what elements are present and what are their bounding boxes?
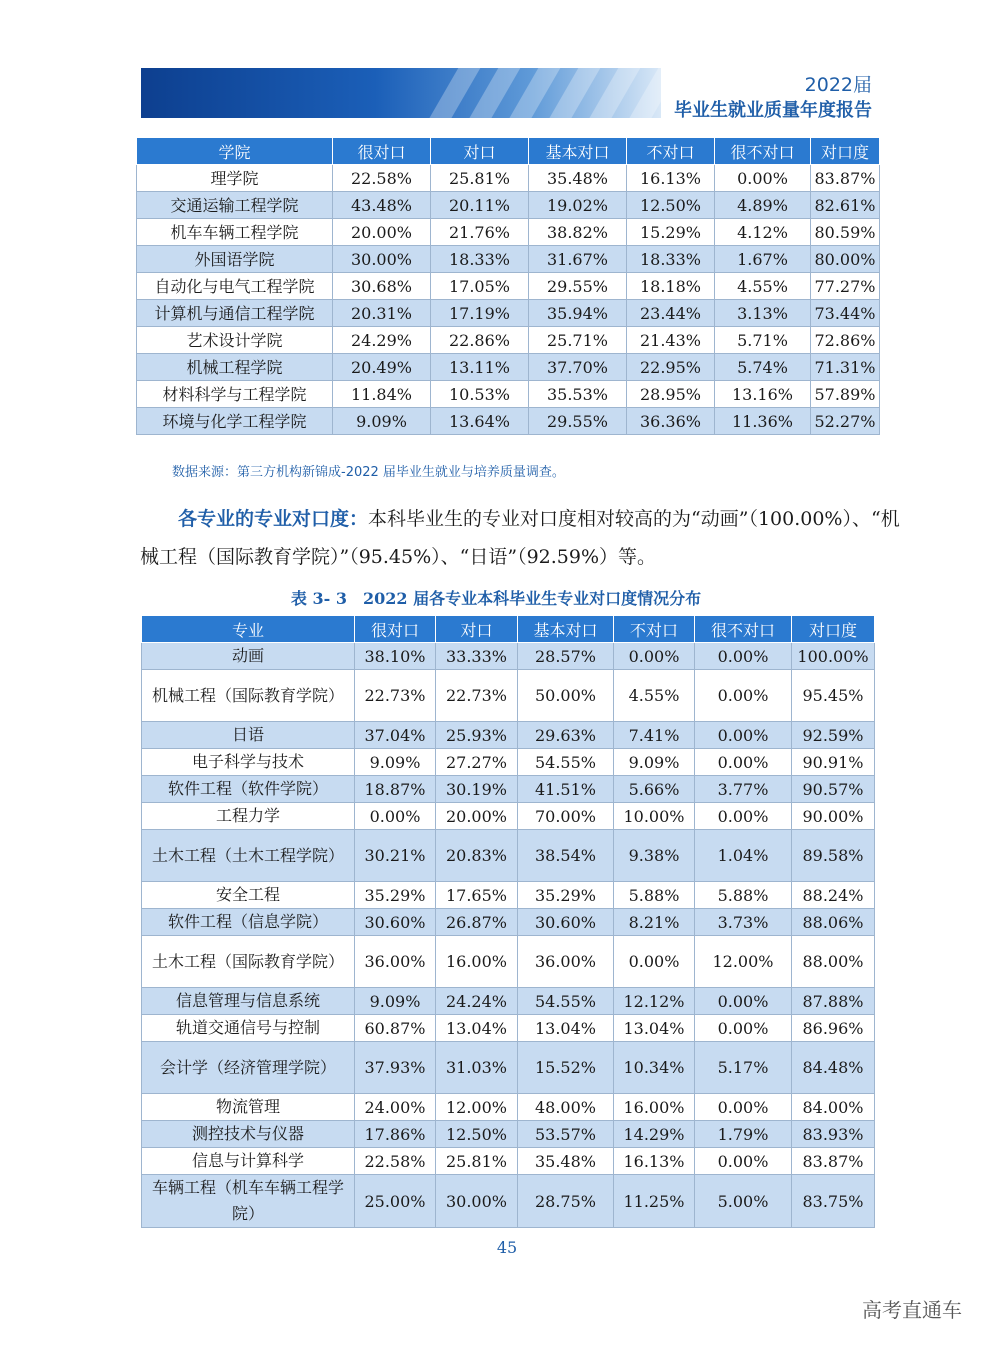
paragraph-heading: 各专业的专业对口度： — [178, 508, 369, 530]
row-label: 艺术设计学院 — [137, 327, 333, 354]
cell-value: 20.49% — [333, 354, 431, 381]
cell-value: 33.33% — [436, 643, 518, 670]
cell-value: 11.25% — [614, 1175, 695, 1228]
cell-value: 9.09% — [614, 749, 695, 776]
table-row — [142, 1094, 875, 1121]
column-header: 专业 — [142, 616, 355, 643]
cell-value: 36.36% — [627, 408, 715, 435]
row-label: 土木工程（国际教育学院） — [142, 936, 355, 988]
table-header-row — [142, 616, 875, 643]
cell-value: 77.27% — [811, 273, 880, 300]
cell-value: 30.21% — [355, 830, 436, 882]
cell-value: 92.59% — [792, 722, 875, 749]
cell-value: 0.00% — [695, 722, 792, 749]
row-label: 物流管理 — [142, 1094, 355, 1121]
cell-value: 24.24% — [436, 988, 518, 1015]
row-label: 计算机与通信工程学院 — [137, 300, 333, 327]
cell-value: 10.53% — [431, 381, 529, 408]
row-label: 工程力学 — [142, 803, 355, 830]
cell-value: 35.48% — [529, 165, 627, 192]
cell-value: 30.68% — [333, 273, 431, 300]
cell-value: 22.95% — [627, 354, 715, 381]
cell-value: 26.87% — [436, 909, 518, 936]
cell-value: 10.34% — [614, 1042, 695, 1094]
row-label: 机械工程学院 — [137, 354, 333, 381]
report-title: 毕业生就业质量年度报告 — [674, 100, 872, 121]
header-banner — [141, 68, 661, 118]
cell-value: 7.41% — [614, 722, 695, 749]
column-header: 很不对口 — [715, 138, 811, 165]
table-caption: 表 3- 3 2022 届各专业本科毕业生专业对口度情况分布 — [290, 589, 702, 608]
table-row — [137, 327, 880, 354]
cell-value: 17.19% — [431, 300, 529, 327]
cell-value: 12.12% — [614, 988, 695, 1015]
cell-value: 22.86% — [431, 327, 529, 354]
cell-value: 41.51% — [518, 776, 614, 803]
cell-value: 37.04% — [355, 722, 436, 749]
cell-value: 90.91% — [792, 749, 875, 776]
cell-value: 38.54% — [518, 830, 614, 882]
cell-value: 100.00% — [792, 643, 875, 670]
cell-value: 37.93% — [355, 1042, 436, 1094]
cell-value: 13.64% — [431, 408, 529, 435]
cell-value: 35.29% — [355, 882, 436, 909]
summary-paragraph — [140, 500, 900, 576]
table-row — [142, 1175, 875, 1228]
cell-value: 22.73% — [436, 670, 518, 722]
cell-value: 57.89% — [811, 381, 880, 408]
cell-value: 22.58% — [333, 165, 431, 192]
row-label: 外国语学院 — [137, 246, 333, 273]
row-label: 交通运输工程学院 — [137, 192, 333, 219]
cell-value: 22.73% — [355, 670, 436, 722]
cell-value: 1.04% — [695, 830, 792, 882]
cell-value: 4.12% — [715, 219, 811, 246]
cell-value: 28.95% — [627, 381, 715, 408]
table-row — [137, 300, 880, 327]
table-row — [142, 1148, 875, 1175]
column-header: 很对口 — [333, 138, 431, 165]
cell-value: 36.00% — [355, 936, 436, 988]
cell-value: 88.24% — [792, 882, 875, 909]
column-header: 学院 — [137, 138, 333, 165]
row-label: 信息与计算科学 — [142, 1148, 355, 1175]
cell-value: 25.71% — [529, 327, 627, 354]
cell-value: 83.75% — [792, 1175, 875, 1228]
row-label: 电子科学与技术 — [142, 749, 355, 776]
table-row — [142, 643, 875, 670]
table-row — [137, 273, 880, 300]
table-row — [137, 381, 880, 408]
cell-value: 84.48% — [792, 1042, 875, 1094]
cell-value: 53.57% — [518, 1121, 614, 1148]
cell-value: 72.86% — [811, 327, 880, 354]
cell-value: 17.65% — [436, 882, 518, 909]
cell-value: 30.00% — [436, 1175, 518, 1228]
cell-value: 50.00% — [518, 670, 614, 722]
cell-value: 20.00% — [333, 219, 431, 246]
cell-value: 0.00% — [695, 670, 792, 722]
cell-value: 80.59% — [811, 219, 880, 246]
column-header: 对口 — [431, 138, 529, 165]
table-row — [142, 1121, 875, 1148]
cell-value: 83.93% — [792, 1121, 875, 1148]
cell-value: 1.67% — [715, 246, 811, 273]
cell-value: 25.81% — [431, 165, 529, 192]
table-row — [142, 909, 875, 936]
cell-value: 14.29% — [614, 1121, 695, 1148]
cell-value: 12.50% — [627, 192, 715, 219]
cell-value: 5.17% — [695, 1042, 792, 1094]
row-label: 软件工程（信息学院） — [142, 909, 355, 936]
cell-value: 12.00% — [436, 1094, 518, 1121]
row-label: 机械工程（国际教育学院） — [142, 670, 355, 722]
table-row — [142, 1015, 875, 1042]
cell-value: 88.00% — [792, 936, 875, 988]
row-label: 安全工程 — [142, 882, 355, 909]
table-row — [137, 246, 880, 273]
cell-value: 28.57% — [518, 643, 614, 670]
table-row — [137, 219, 880, 246]
cell-value: 71.31% — [811, 354, 880, 381]
cell-value: 30.00% — [333, 246, 431, 273]
cell-value: 0.00% — [614, 643, 695, 670]
cell-value: 0.00% — [695, 1015, 792, 1042]
cell-value: 95.45% — [792, 670, 875, 722]
cell-value: 0.00% — [695, 803, 792, 830]
cell-value: 29.63% — [518, 722, 614, 749]
row-label: 机车车辆工程学院 — [137, 219, 333, 246]
column-header: 对口度 — [792, 616, 875, 643]
row-label: 材料科学与工程学院 — [137, 381, 333, 408]
cell-value: 84.00% — [792, 1094, 875, 1121]
cell-value: 12.00% — [695, 936, 792, 988]
row-label: 测控技术与仪器 — [142, 1121, 355, 1148]
cell-value: 5.74% — [715, 354, 811, 381]
cell-value: 30.19% — [436, 776, 518, 803]
column-header: 很不对口 — [695, 616, 792, 643]
cell-value: 35.29% — [518, 882, 614, 909]
column-header: 对口 — [436, 616, 518, 643]
cell-value: 48.00% — [518, 1094, 614, 1121]
table-row — [137, 192, 880, 219]
cell-value: 5.71% — [715, 327, 811, 354]
cell-value: 10.00% — [614, 803, 695, 830]
major-match-table — [141, 615, 875, 1228]
table-row — [142, 1042, 875, 1094]
table-row — [137, 408, 880, 435]
row-label: 信息管理与信息系统 — [142, 988, 355, 1015]
cell-value: 4.89% — [715, 192, 811, 219]
cell-value: 52.27% — [811, 408, 880, 435]
cell-value: 90.00% — [792, 803, 875, 830]
cell-value: 15.52% — [518, 1042, 614, 1094]
cell-value: 20.00% — [436, 803, 518, 830]
row-label: 软件工程（软件学院） — [142, 776, 355, 803]
cell-value: 89.58% — [792, 830, 875, 882]
cell-value: 43.48% — [333, 192, 431, 219]
cell-value: 28.75% — [518, 1175, 614, 1228]
cell-value: 24.00% — [355, 1094, 436, 1121]
cell-value: 17.05% — [431, 273, 529, 300]
cell-value: 21.43% — [627, 327, 715, 354]
cell-value: 13.11% — [431, 354, 529, 381]
column-header: 对口度 — [811, 138, 880, 165]
table-row — [142, 670, 875, 722]
cell-value: 0.00% — [355, 803, 436, 830]
cell-value: 0.00% — [695, 1094, 792, 1121]
cell-value: 70.00% — [518, 803, 614, 830]
cell-value: 18.33% — [431, 246, 529, 273]
cell-value: 0.00% — [695, 749, 792, 776]
cell-value: 16.00% — [614, 1094, 695, 1121]
row-label: 自动化与电气工程学院 — [137, 273, 333, 300]
cell-value: 60.87% — [355, 1015, 436, 1042]
table-row — [142, 803, 875, 830]
cell-value: 13.04% — [436, 1015, 518, 1042]
cell-value: 11.36% — [715, 408, 811, 435]
cell-value: 38.10% — [355, 643, 436, 670]
cell-value: 20.83% — [436, 830, 518, 882]
cell-value: 9.38% — [614, 830, 695, 882]
cell-value: 0.00% — [695, 1148, 792, 1175]
cell-value: 54.55% — [518, 988, 614, 1015]
source-note: 数据来源：第三方机构新锦成-2022 届毕业生就业与培养质量调查。 — [172, 465, 565, 480]
cell-value: 73.44% — [811, 300, 880, 327]
table-row — [142, 776, 875, 803]
cell-value: 25.93% — [436, 722, 518, 749]
cell-value: 19.02% — [529, 192, 627, 219]
cell-value: 36.00% — [518, 936, 614, 988]
row-label: 日语 — [142, 722, 355, 749]
paragraph-text: 本科毕业生的专业对口度相对较高的为“动画”（100.00%）、“机械工程（国际教育学院）”（95.45%）、“日语”（92.59%）等。 — [140, 508, 900, 568]
cell-value: 30.60% — [355, 909, 436, 936]
cell-value: 83.87% — [811, 165, 880, 192]
cell-value: 9.09% — [355, 988, 436, 1015]
cell-value: 0.00% — [695, 643, 792, 670]
cell-value: 4.55% — [614, 670, 695, 722]
cell-value: 5.66% — [614, 776, 695, 803]
cell-value: 38.82% — [529, 219, 627, 246]
row-label: 环境与化学工程学院 — [137, 408, 333, 435]
cell-value: 20.31% — [333, 300, 431, 327]
cell-value: 30.60% — [518, 909, 614, 936]
cell-value: 5.88% — [695, 882, 792, 909]
cell-value: 8.21% — [614, 909, 695, 936]
cell-value: 25.00% — [355, 1175, 436, 1228]
column-header: 基本对口 — [518, 616, 614, 643]
cell-value: 13.04% — [518, 1015, 614, 1042]
cell-value: 83.87% — [792, 1148, 875, 1175]
table-row — [142, 936, 875, 988]
cell-value: 54.55% — [518, 749, 614, 776]
cell-value: 1.79% — [695, 1121, 792, 1148]
cell-value: 17.86% — [355, 1121, 436, 1148]
cell-value: 35.53% — [529, 381, 627, 408]
report-year: 2022届 — [804, 74, 872, 96]
table-row — [137, 165, 880, 192]
cell-value: 29.55% — [529, 273, 627, 300]
cell-value: 4.55% — [715, 273, 811, 300]
cell-value: 25.81% — [436, 1148, 518, 1175]
cell-value: 18.33% — [627, 246, 715, 273]
cell-value: 16.00% — [436, 936, 518, 988]
college-match-table — [136, 137, 880, 435]
cell-value: 9.09% — [333, 408, 431, 435]
cell-value: 22.58% — [355, 1148, 436, 1175]
cell-value: 35.48% — [518, 1148, 614, 1175]
cell-value: 13.16% — [715, 381, 811, 408]
page-number: 45 — [496, 1238, 518, 1257]
cell-value: 29.55% — [529, 408, 627, 435]
cell-value: 80.00% — [811, 246, 880, 273]
cell-value: 12.50% — [436, 1121, 518, 1148]
row-label: 动画 — [142, 643, 355, 670]
cell-value: 23.44% — [627, 300, 715, 327]
cell-value: 27.27% — [436, 749, 518, 776]
row-label: 土木工程（土木工程学院） — [142, 830, 355, 882]
cell-value: 18.87% — [355, 776, 436, 803]
cell-value: 82.61% — [811, 192, 880, 219]
column-header: 不对口 — [614, 616, 695, 643]
cell-value: 0.00% — [695, 988, 792, 1015]
cell-value: 20.11% — [431, 192, 529, 219]
row-label: 会计学（经济管理学院） — [142, 1042, 355, 1094]
cell-value: 3.77% — [695, 776, 792, 803]
cell-value: 87.88% — [792, 988, 875, 1015]
cell-value: 18.18% — [627, 273, 715, 300]
cell-value: 86.96% — [792, 1015, 875, 1042]
column-header: 基本对口 — [529, 138, 627, 165]
column-header: 很对口 — [355, 616, 436, 643]
cell-value: 88.06% — [792, 909, 875, 936]
row-label: 轨道交通信号与控制 — [142, 1015, 355, 1042]
table-row — [142, 830, 875, 882]
cell-value: 5.00% — [695, 1175, 792, 1228]
cell-value: 0.00% — [614, 936, 695, 988]
cell-value: 15.29% — [627, 219, 715, 246]
watermark: 高考直通车 — [862, 1298, 962, 1322]
cell-value: 31.67% — [529, 246, 627, 273]
cell-value: 9.09% — [355, 749, 436, 776]
cell-value: 16.13% — [614, 1148, 695, 1175]
row-label: 理学院 — [137, 165, 333, 192]
table-row — [142, 722, 875, 749]
table-row — [142, 882, 875, 909]
cell-value: 90.57% — [792, 776, 875, 803]
table-row — [142, 749, 875, 776]
table-row — [142, 988, 875, 1015]
cell-value: 24.29% — [333, 327, 431, 354]
cell-value: 21.76% — [431, 219, 529, 246]
cell-value: 11.84% — [333, 381, 431, 408]
column-header: 不对口 — [627, 138, 715, 165]
cell-value: 37.70% — [529, 354, 627, 381]
cell-value: 5.88% — [614, 882, 695, 909]
table-header-row — [137, 138, 880, 165]
cell-value: 13.04% — [614, 1015, 695, 1042]
cell-value: 0.00% — [715, 165, 811, 192]
cell-value: 3.13% — [715, 300, 811, 327]
cell-value: 31.03% — [436, 1042, 518, 1094]
table-row — [137, 354, 880, 381]
cell-value: 3.73% — [695, 909, 792, 936]
cell-value: 16.13% — [627, 165, 715, 192]
row-label: 车辆工程（机车车辆工程学院） — [142, 1175, 355, 1228]
cell-value: 35.94% — [529, 300, 627, 327]
